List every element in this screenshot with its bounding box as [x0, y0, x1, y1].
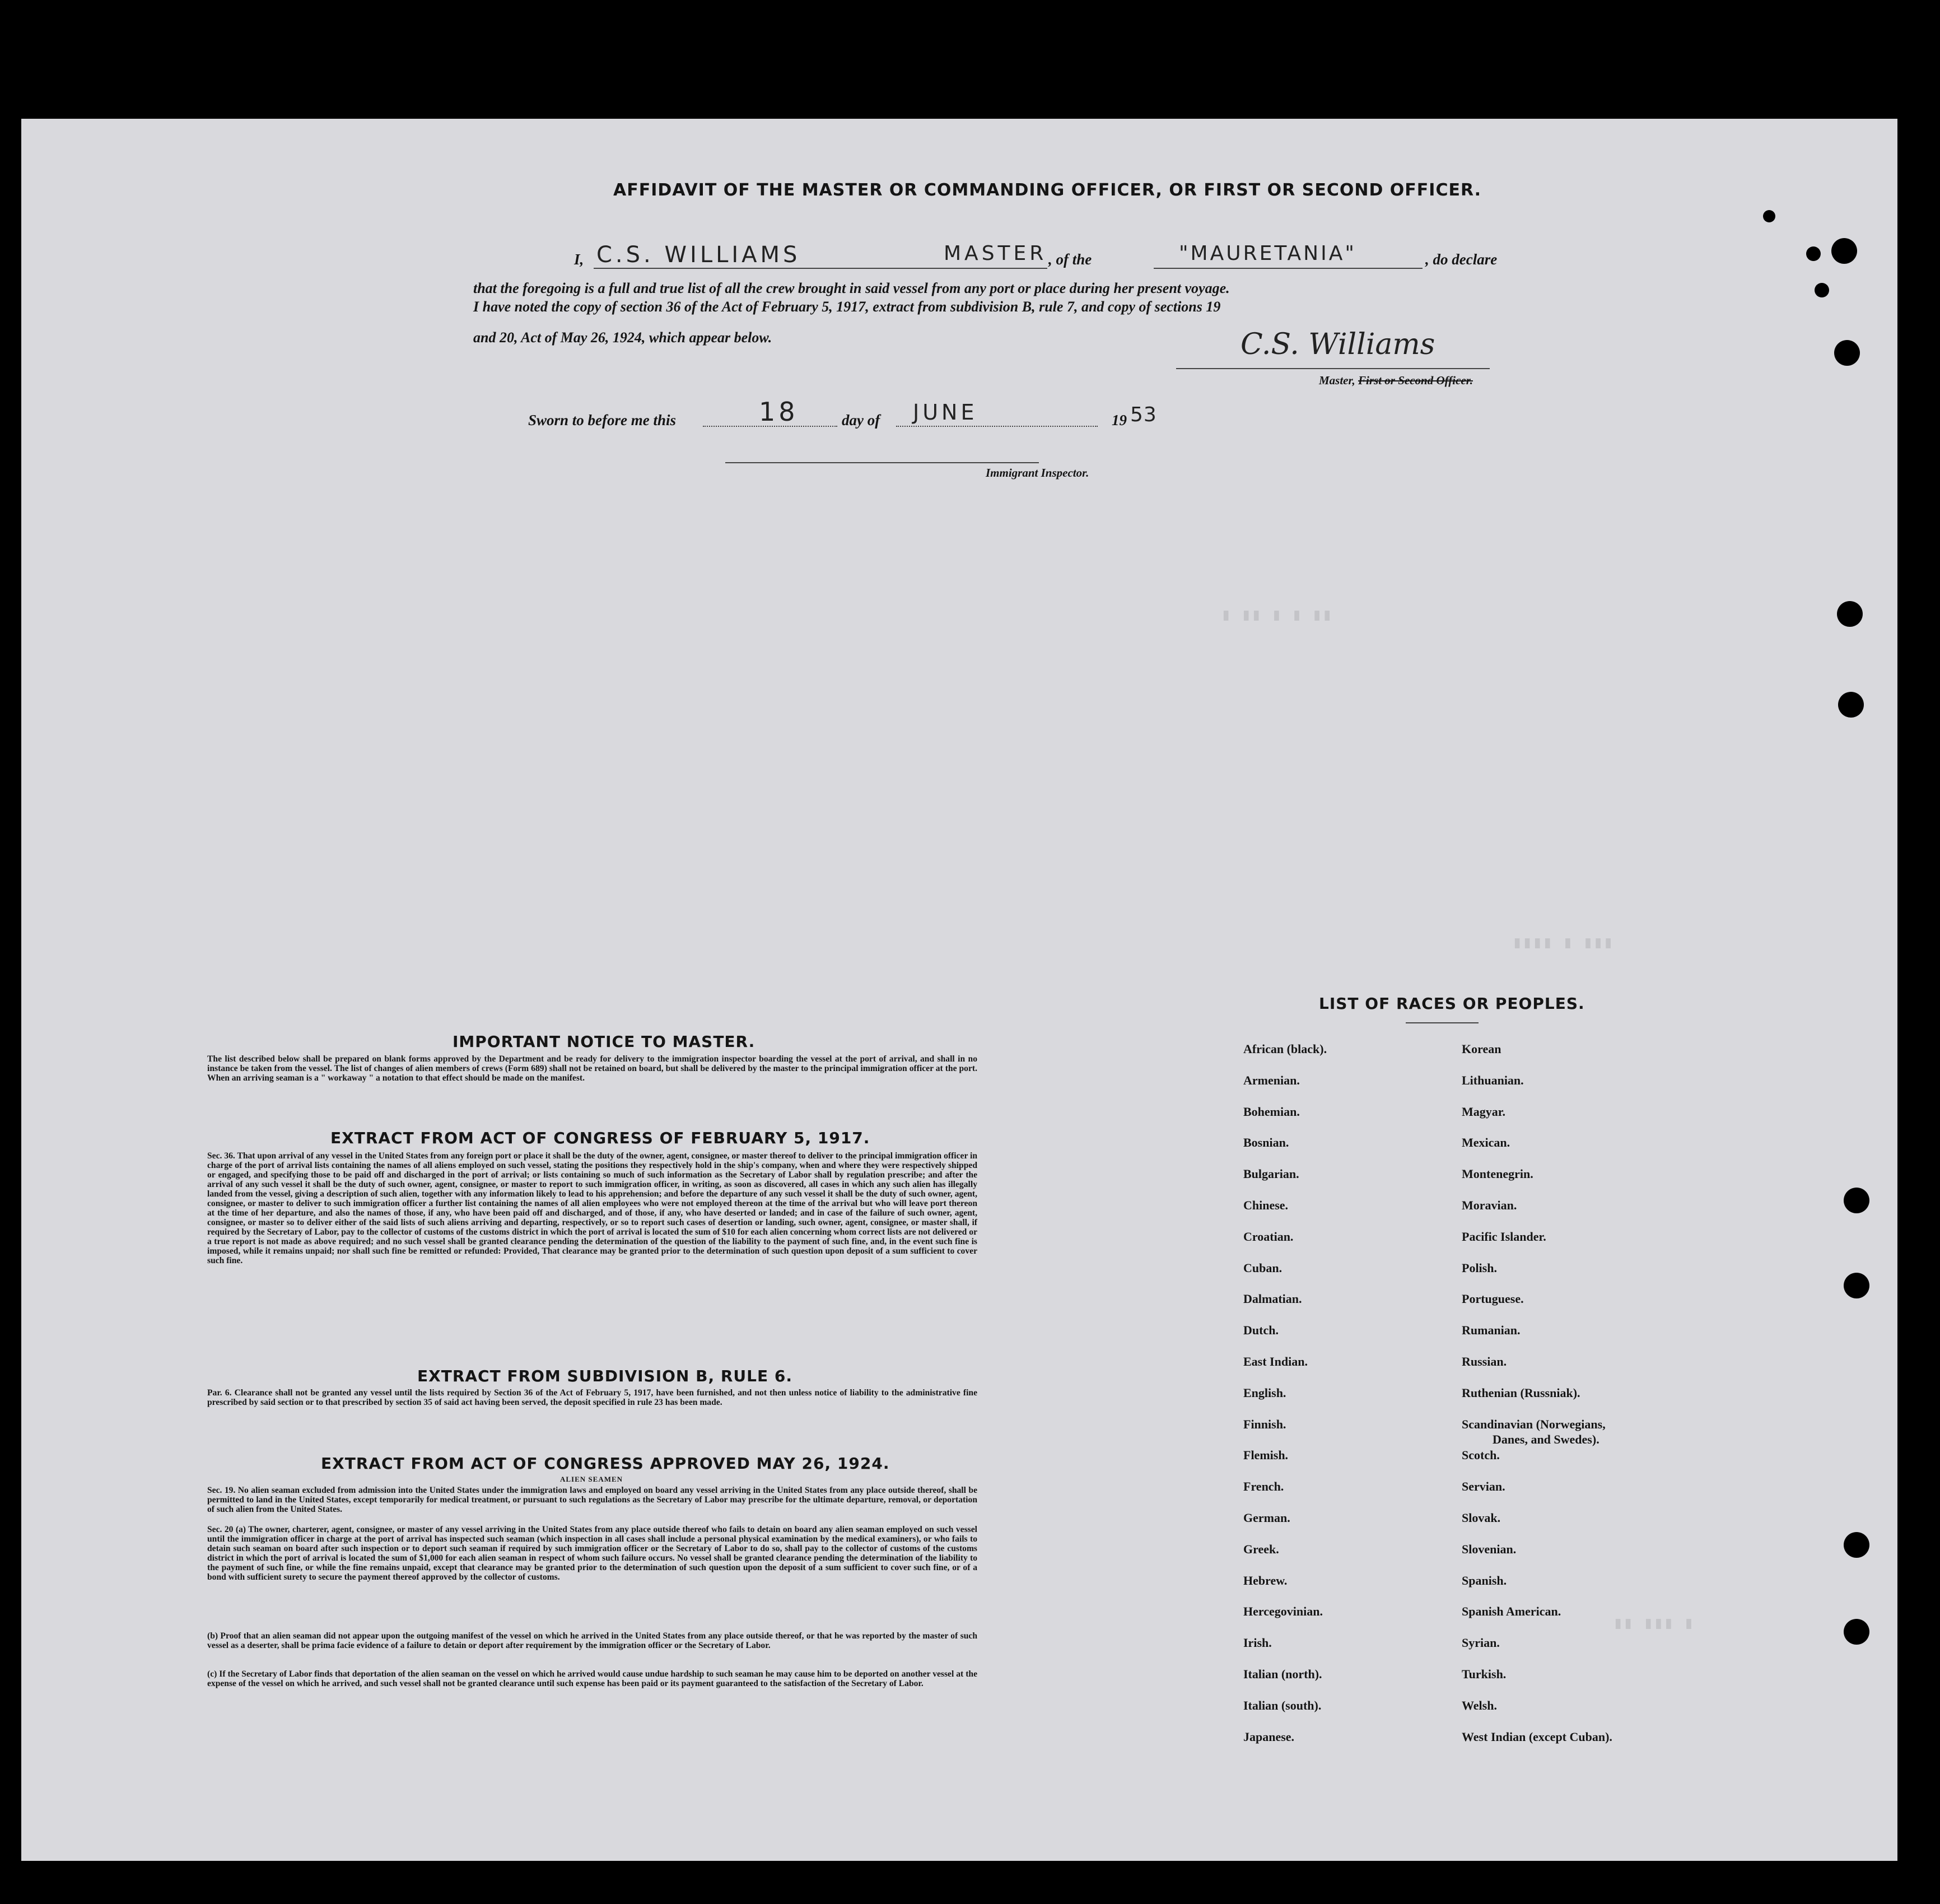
race-item: African (black).: [1243, 1042, 1327, 1056]
race-item: Chinese.: [1243, 1198, 1289, 1212]
race-item: Bosnian.: [1243, 1135, 1289, 1150]
race-item: Dutch.: [1243, 1323, 1279, 1338]
punch-hole: [1806, 246, 1821, 261]
race-item: East Indian.: [1243, 1354, 1308, 1368]
year-prefix: 19: [1112, 412, 1127, 429]
affidavit-line-2: that the foregoing is a full and true list of all the crew brought in said vessel from any port or place during her present voyage.: [473, 280, 1230, 296]
punch-hole: [1815, 283, 1829, 297]
notice-body: The list described below shall be prepared on blank forms approved by the Department and be ready for delivery to the immigration inspector boarding the vessel at the port of arrival, and shall in no instance be taken from the vessel. The list of changes of alien members of crews (Form 689) shall not be retained on board, but shall be delivered by the master to the principal immigration officer at the port. When an arriving seaman is a " workaway " a notation to that effect should be made on the manifest.: [207, 1054, 977, 1083]
race-item: Spanish American.: [1462, 1604, 1561, 1619]
signature-line: [1176, 368, 1490, 369]
race-item: Japanese.: [1243, 1729, 1295, 1744]
race-item: Cuban.: [1243, 1260, 1283, 1275]
race-item: Moravian.: [1462, 1198, 1517, 1212]
race-item: Italian (south).: [1243, 1698, 1322, 1712]
punch-hole: [1831, 238, 1857, 264]
signer-title: [1319, 374, 1473, 388]
day-handwritten: 18: [759, 397, 799, 427]
do-declare-label: , do declare: [1425, 251, 1498, 268]
race-item: Ruthenian (Russniak).: [1462, 1385, 1580, 1400]
inspector-label: Immigrant Inspector.: [986, 466, 1089, 480]
race-item: English.: [1243, 1385, 1286, 1400]
race-item: Hebrew.: [1243, 1573, 1288, 1588]
punch-hole: [1844, 1188, 1869, 1213]
affidavit-i-label: I,: [574, 251, 584, 268]
extract-1924-section-20a: Sec. 20 (a) The owner, charterer, agent, consignee, or master of any vessel arriving in the United States from any place outside thereof who fails to detain on board any alien seaman employed on such vessel until the immigration officer in charge at the port of arrival has inspected such seaman (which inspection in all cases shall include a personal physical examination by the medical examiners), or who fails to detain such seaman on board after such inspection or to deport such seaman if required by such immigration officer or the Secretary of Labor to do so, shall pay to the collector of customs of the customs district in which the port of arrival is located the sum of $1,000 for each alien seaman in respect of whom such failure occurs. No vessel shall be granted clearance pending the determination of the liability to the payment of such fine, or while the fine remains unpaid, except that clearance may be granted prior to the determination of such question upon the deposit of a sum sufficient to cover such fine, or of a bond with sufficient surety to secure the payment thereof approved by the collector of customs.: [207, 1525, 977, 1582]
affidavit-line-3: I have noted the copy of section 36 of the Act of February 5, 1917, extract from subdivision B, rule 7, and copy of sections 19: [473, 299, 1221, 315]
subdivision-heading: EXTRACT FROM SUBDIVISION B, RULE 6.: [417, 1367, 792, 1385]
race-item: Scandinavian (Norwegians,: [1462, 1417, 1606, 1431]
races-heading: LIST OF RACES OR PEOPLES.: [1319, 994, 1585, 1013]
master-rank-handwritten: MASTER: [944, 242, 1047, 265]
race-item: Rumanian.: [1462, 1323, 1521, 1338]
race-item: Spanish.: [1462, 1573, 1507, 1588]
race-item: Bohemian.: [1243, 1104, 1300, 1119]
race-item: Armenian.: [1243, 1073, 1300, 1087]
race-item: Slovak.: [1462, 1511, 1501, 1525]
race-item: Pacific Islander.: [1462, 1229, 1546, 1244]
race-item: Italian (north).: [1243, 1667, 1322, 1681]
subdivision-body: Par. 6. Clearance shall not be granted any vessel until the lists required by Section 36 of the Act of February 5, 1917, have been furnished, and not then unless notice of liability to the administrative fine prescribed by said section or to that prescribed by section 35 of said act having been served, the deposit specified in rule 23 has been made.: [207, 1388, 977, 1407]
bleed-through-mark: ▮▮ ▮▮▮ ▮: [1613, 1613, 1694, 1633]
race-item: Syrian.: [1462, 1636, 1500, 1650]
race-item: Slovenian.: [1462, 1542, 1517, 1556]
affidavit-line-4: and 20, Act of May 26, 1924, which appear below.: [473, 329, 772, 346]
name-line: [594, 268, 1047, 269]
race-item: Flemish.: [1243, 1448, 1289, 1463]
race-item: Finnish.: [1243, 1417, 1286, 1431]
race-item: Greek.: [1243, 1542, 1279, 1556]
extract-1924-heading: EXTRACT FROM ACT OF CONGRESS APPROVED MAY 26, 1924.: [321, 1454, 890, 1473]
race-item: Dalmatian.: [1243, 1292, 1302, 1306]
races-heading-underline: [1406, 1022, 1479, 1023]
race-item: Mexican.: [1462, 1135, 1510, 1150]
extract-1917-body: Sec. 36. That upon arrival of any vessel in the United States from any foreign port or place it shall be the duty of the owner, agent, consignee, or master thereof to deliver to the principal immigration officer in charge of the port of arrival lists containing the names of all aliens employed on such vessel, stating the positions they respectively hold in the ship's company, when and where they were respectively shipped or engaged, and specifying those to be paid off and discharged in the port of arrival; or lists containing so much of such information as the Secretary of Labor shall by regulation prescribe; and after the arrival of any such vessel it shall be the duty of such owner, agent, consignee, or master to report to such immigration officer, in writing, as soon as discovered, all cases in which any such alien has illegally landed from the vessel, giving a description of such alien, together with any information likely to lead to his apprehension; and before the departure of any such vessel it shall be the duty of such owner, agent, consignee, or master to deliver to such immigration officer a further list containing the names of all alien employees who were not employed thereon at the time of the arrival but who will leave port thereon at the time of her departure, and also the names of those, if any, who have been paid off and discharged, and of those, if any, who have deserted or landed; and in case of the failure of such owner, agent, consignee, or master so to deliver either of the said lists of such aliens arriving and departing, respectively, or so to report such cases of desertion or landing, such owner, agent, consignee, or master shall, if required by the Secretary of Labor, pay to the collector of customs of the customs district in which the port of arrival is located the sum of $10 for each alien concerning whom correct lists are not delivered or a true report is not made as above required; and no such vessel shall be granted clearance pending the determination of the question of the liability to the payment of such fine, and, in the event such fine is imposed, while it remains unpaid; nor shall such fine be remitted or refunded: Provided, That clearance may be granted prior to the determination of such question upon deposit of a sum sufficient to cover such fine.: [207, 1151, 977, 1265]
extract-1924-section-19: Sec. 19. No alien seaman excluded from admission into the United States under the immigration laws and employed on board any vessel arriving in the United States from any place outside thereof, shall be permitted to land in the United States, except temporarily for medical treatment, or pursuant to such regulations as the Secretary of Labor may prescribe for the ultimate departure, removal, or deportation of such alien from the United States.: [207, 1486, 977, 1514]
vessel-line: [1154, 268, 1423, 269]
master-signature: C.S. Williams: [1241, 328, 1435, 361]
punch-hole: [1844, 1532, 1869, 1558]
extract-1924-section-20b: (b) Proof that an alien seaman did not appear upon the outgoing manifest of the vessel on which he arrived in the United States from any place outside thereof, or that he was reported by the master of such vessel as a deserter, shall be prima facie evidence of a failure to detain or deport after requirement by the immigration officer or the Secretary of Labor.: [207, 1631, 977, 1650]
affidavit-heading: AFFIDAVIT OF THE MASTER OR COMMANDING OFFICER, OR FIRST OR SECOND OFFICER.: [613, 180, 1482, 200]
punch-hole: [1763, 210, 1775, 222]
bleed-through-mark: ▮▮▮▮ ▮ ▮▮▮: [1512, 933, 1613, 952]
race-item: Irish.: [1243, 1636, 1272, 1650]
year-handwritten: 53: [1130, 403, 1157, 426]
punch-hole: [1844, 1273, 1869, 1298]
of-the-label: , of the: [1048, 251, 1092, 268]
race-item: Russian.: [1462, 1354, 1507, 1368]
race-item: French.: [1243, 1479, 1284, 1494]
signer-title-struck: First or Second Officer.: [1358, 374, 1473, 387]
vessel-name-handwritten: "MAURETANIA": [1179, 242, 1356, 265]
race-item: Bulgarian.: [1243, 1167, 1299, 1181]
bleed-through-mark: ▮ ▮▮ ▮ ▮ ▮▮: [1221, 605, 1332, 625]
signer-title-master: Master,: [1319, 374, 1355, 387]
day-of-label: day of: [842, 412, 880, 429]
sworn-label: Sworn to before me this: [528, 412, 677, 429]
punch-hole: [1834, 340, 1860, 366]
race-item: Korean: [1462, 1042, 1501, 1056]
race-item: Turkish.: [1462, 1667, 1507, 1681]
race-item: Croatian.: [1243, 1229, 1294, 1244]
month-line: [896, 426, 1098, 427]
master-name-handwritten: C.S. WILLIAMS: [596, 242, 801, 268]
month-handwritten: JUNE: [913, 400, 978, 425]
notice-heading: IMPORTANT NOTICE TO MASTER.: [453, 1032, 756, 1051]
race-item: Servian.: [1462, 1479, 1505, 1494]
punch-hole: [1838, 692, 1864, 718]
punch-hole: [1844, 1619, 1869, 1645]
race-item: Portuguese.: [1462, 1292, 1524, 1306]
race-item: Lithuanian.: [1462, 1073, 1524, 1087]
extract-1917-heading: EXTRACT FROM ACT OF CONGRESS OF FEBRUARY 5, 1917.: [330, 1129, 870, 1147]
race-item: Polish.: [1462, 1260, 1497, 1275]
inspector-line: [725, 462, 1039, 463]
race-item-continuation: Danes, and Swedes).: [1493, 1432, 1599, 1446]
punch-hole: [1837, 601, 1863, 627]
race-item: Magyar.: [1462, 1104, 1506, 1119]
race-item: Welsh.: [1462, 1698, 1497, 1712]
extract-1924-section-20c: (c) If the Secretary of Labor finds that deportation of the alien seaman on the vessel on which he arrived would cause undue hardship to such seaman he may cause him to be deported on another vessel at the expense of the vessel on which he arrived, and such vessel shall not be granted clearance until such expense has been paid or its payment guaranteed to the satisfaction of the Secretary of Labor.: [207, 1669, 977, 1688]
document-page: [21, 119, 1897, 1861]
race-item: Montenegrin.: [1462, 1167, 1533, 1181]
race-item: German.: [1243, 1511, 1290, 1525]
race-item: West Indian (except Cuban).: [1462, 1729, 1612, 1744]
alien-seamen-subheading: ALIEN SEAMEN: [560, 1475, 623, 1483]
race-item: Hercegovinian.: [1243, 1604, 1323, 1619]
race-item: Scotch.: [1462, 1448, 1500, 1463]
